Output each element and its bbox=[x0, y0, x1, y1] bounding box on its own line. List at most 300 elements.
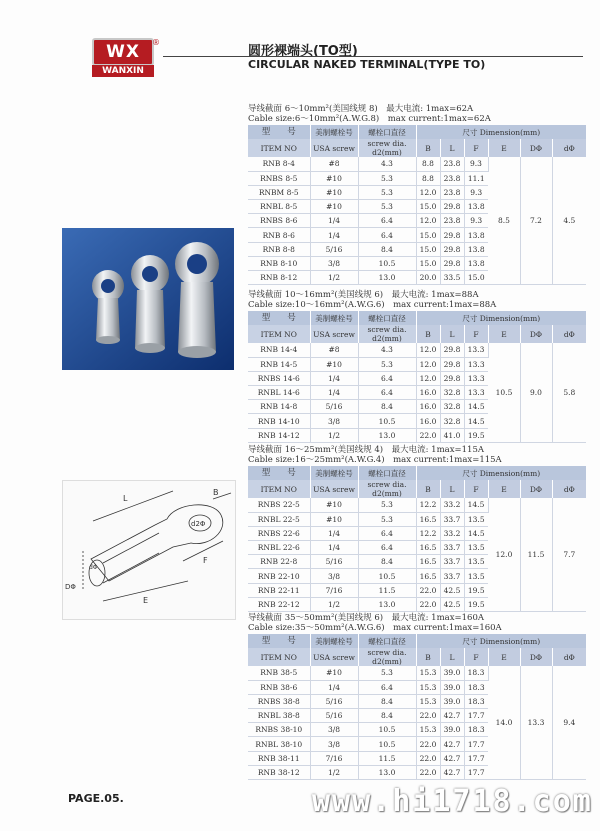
table-cell: 33.7 bbox=[440, 541, 464, 555]
header-e: E bbox=[488, 325, 520, 343]
header-f: F bbox=[464, 139, 488, 157]
merged-dphi-small: 7.7 bbox=[552, 498, 586, 612]
watermark: www.hi1718.com bbox=[312, 784, 593, 819]
table-cell: 18.3 bbox=[464, 694, 488, 708]
header-screw-cn: 美制螺栓号 bbox=[310, 466, 358, 480]
table-cell: 5.3 bbox=[358, 357, 416, 371]
header-l: L bbox=[440, 325, 464, 343]
table-cell: #10 bbox=[310, 171, 358, 185]
table-cell: 22.0 bbox=[416, 583, 440, 597]
table-cell: 18.3 bbox=[464, 666, 488, 680]
header-e: E bbox=[488, 648, 520, 666]
brand-logo bbox=[92, 38, 158, 78]
table-cell: 5/16 bbox=[310, 242, 358, 256]
table-cell: 42.5 bbox=[440, 583, 464, 597]
table-cell: 22.0 bbox=[416, 428, 440, 442]
table-cell: 33.5 bbox=[440, 271, 464, 285]
table-cell: 10.5 bbox=[358, 569, 416, 583]
header-dia-en1: screw dia. bbox=[367, 325, 407, 334]
merged-e: 8.5 bbox=[488, 157, 520, 285]
table-cell: 32.8 bbox=[440, 400, 464, 414]
table-cell: RNBS 38-10 bbox=[248, 723, 310, 737]
table-cell: 23.8 bbox=[440, 171, 464, 185]
table-cell: 3/8 bbox=[310, 569, 358, 583]
table-cell: 5/16 bbox=[310, 555, 358, 569]
header-dia-cn: 螺栓口直径 bbox=[358, 466, 416, 480]
merged-dphi: 11.5 bbox=[520, 498, 552, 612]
header-dphi: DΦ bbox=[520, 480, 552, 498]
table-cell: 15.0 bbox=[416, 256, 440, 270]
table-cell: 29.8 bbox=[440, 371, 464, 385]
table-cell: 10.5 bbox=[358, 737, 416, 751]
caption-en: Cable size:10～16mm²(A.W.G.6) max current:1max=88A bbox=[248, 300, 497, 310]
merged-dphi: 9.0 bbox=[520, 343, 552, 442]
header-screw-cn: 美制螺栓号 bbox=[310, 311, 358, 325]
header-dia-cn: 螺栓口直径 bbox=[358, 634, 416, 648]
table-cell: 15.0 bbox=[416, 228, 440, 242]
table-cell: 32.8 bbox=[440, 386, 464, 400]
table-cell: 7/16 bbox=[310, 583, 358, 597]
caption-en: Cable size:16～25mm²(A.W.G.4) max current:1max=115A bbox=[248, 455, 502, 465]
table-cell: 5/16 bbox=[310, 400, 358, 414]
table-cell: 13.0 bbox=[358, 597, 416, 611]
table-cell: 33.7 bbox=[440, 555, 464, 569]
table-cell: 5.3 bbox=[358, 200, 416, 214]
table-cell: 41.0 bbox=[440, 428, 464, 442]
header-screw-en: USA screw bbox=[310, 325, 358, 343]
table-cell: RNB 8-12 bbox=[248, 271, 310, 285]
table-cell: 1/4 bbox=[310, 371, 358, 385]
table-cell: 8.4 bbox=[358, 400, 416, 414]
table-cell: 22.0 bbox=[416, 751, 440, 765]
table-cell: 13.0 bbox=[358, 765, 416, 779]
table-cell: 19.5 bbox=[464, 597, 488, 611]
caption-cn: 导线截面 10～16mm²(美国线规 6) 最大电流: 1max=88A bbox=[248, 290, 479, 300]
header-l: L bbox=[440, 648, 464, 666]
table-cell: 29.8 bbox=[440, 343, 464, 357]
caption-cn: 导线截面 16～25mm²(美国线规 4) 最大电流: 1max=115A bbox=[248, 445, 484, 455]
table-cell: 1/4 bbox=[310, 386, 358, 400]
terminal-medium bbox=[131, 255, 169, 353]
table-cell: 15.3 bbox=[416, 723, 440, 737]
table-cell: 42.7 bbox=[440, 765, 464, 779]
header-b: B bbox=[416, 480, 440, 498]
table-cell: RNB 22-12 bbox=[248, 597, 310, 611]
table-cell: 13.8 bbox=[464, 200, 488, 214]
header-dphi-small: dΦ bbox=[552, 480, 586, 498]
table-cell: 14.5 bbox=[464, 498, 488, 512]
table-cell: RNBL 38-10 bbox=[248, 737, 310, 751]
table-cell: 5.3 bbox=[358, 171, 416, 185]
table-cell: 13.8 bbox=[464, 242, 488, 256]
table-cell: 18.3 bbox=[464, 723, 488, 737]
header-f: F bbox=[464, 480, 488, 498]
table-cell: 11.5 bbox=[358, 583, 416, 597]
header-dimension: 尺寸 Dimension(mm) bbox=[416, 634, 586, 648]
logo-name: WANXIN bbox=[92, 65, 154, 77]
caption-cn: 导线截面 35～50mm²(美国线规 6) 最大电流: 1max=160A bbox=[248, 613, 484, 623]
table-cell: 13.8 bbox=[464, 256, 488, 270]
header-type-en: ITEM NO bbox=[248, 480, 310, 498]
header-dphi-small: dΦ bbox=[552, 325, 586, 343]
table-cell: RNB 8-8 bbox=[248, 242, 310, 256]
table-cell: 6.4 bbox=[358, 680, 416, 694]
table-cell: 13.5 bbox=[464, 569, 488, 583]
table-cell: 6.4 bbox=[358, 386, 416, 400]
table-cell: 15.0 bbox=[416, 200, 440, 214]
table-cell: 16.0 bbox=[416, 386, 440, 400]
header-type-en: ITEM NO bbox=[248, 648, 310, 666]
header-type-cn: 型 号 bbox=[248, 634, 310, 648]
header-screw-en: USA screw bbox=[310, 139, 358, 157]
header-dia-en bbox=[358, 480, 416, 498]
table-cell: 13.5 bbox=[464, 512, 488, 526]
table-cell: RNBS 8-6 bbox=[248, 214, 310, 228]
header-type-cn: 型 号 bbox=[248, 311, 310, 325]
header-dia-en2: d2(mm) bbox=[372, 489, 402, 498]
table-cell: 14.5 bbox=[464, 414, 488, 428]
table-cell: 1/4 bbox=[310, 214, 358, 228]
header-screw-en: USA screw bbox=[310, 480, 358, 498]
page-title-cn: 圆形裸端头(TO型) bbox=[248, 44, 358, 59]
table-cell: 8.4 bbox=[358, 694, 416, 708]
table-row bbox=[248, 343, 586, 357]
page-title-en: CIRCULAR NAKED TERMINAL(TYPE TO) bbox=[248, 58, 486, 71]
table-cell: RNB 22-11 bbox=[248, 583, 310, 597]
table-cell: 1/4 bbox=[310, 541, 358, 555]
table-cell: RNBL 22-6 bbox=[248, 541, 310, 555]
table-cell: 12.0 bbox=[416, 371, 440, 385]
table-cell: RNBM 8-5 bbox=[248, 185, 310, 199]
table-cell: 16.5 bbox=[416, 569, 440, 583]
table-cell: 12.2 bbox=[416, 498, 440, 512]
merged-e: 10.5 bbox=[488, 343, 520, 442]
table-cell: 11.5 bbox=[358, 751, 416, 765]
table-cell: 13.8 bbox=[464, 228, 488, 242]
table-cell: 10.5 bbox=[358, 414, 416, 428]
table-cell: RNBS 38-8 bbox=[248, 694, 310, 708]
table-cell: 16.5 bbox=[416, 555, 440, 569]
header-e: E bbox=[488, 480, 520, 498]
table-cell: 14.5 bbox=[464, 400, 488, 414]
table-cell: 5.3 bbox=[358, 666, 416, 680]
spec-table bbox=[248, 125, 586, 285]
table-cell: 42.7 bbox=[440, 709, 464, 723]
table-cell: 22.0 bbox=[416, 597, 440, 611]
table-cell: RNB 38-6 bbox=[248, 680, 310, 694]
spec-table bbox=[248, 311, 586, 443]
header-dia-en1: screw dia. bbox=[367, 648, 407, 657]
diagram-label-dphi-small: dΦ bbox=[89, 564, 98, 571]
diagram-label-f: F bbox=[203, 556, 208, 565]
table-cell: 39.0 bbox=[440, 666, 464, 680]
table-cell: RNB 8-4 bbox=[248, 157, 310, 171]
table-cell: RNBL 8-5 bbox=[248, 200, 310, 214]
table-cell: 13.0 bbox=[358, 271, 416, 285]
table-cell: 6.4 bbox=[358, 541, 416, 555]
table-cell: 1/4 bbox=[310, 526, 358, 540]
table-cell: 8.4 bbox=[358, 555, 416, 569]
spec-table bbox=[248, 466, 586, 612]
header-f: F bbox=[464, 325, 488, 343]
section-caption bbox=[248, 613, 502, 633]
table-row bbox=[248, 157, 586, 171]
table-cell: 1/2 bbox=[310, 271, 358, 285]
table-cell: 13.0 bbox=[358, 428, 416, 442]
table-cell: RNB 14-10 bbox=[248, 414, 310, 428]
table-cell: 17.7 bbox=[464, 751, 488, 765]
header-dphi: DΦ bbox=[520, 648, 552, 666]
table-cell: RNBL 38-8 bbox=[248, 709, 310, 723]
table-cell: RNBL 14-6 bbox=[248, 386, 310, 400]
header-type-cn: 型 号 bbox=[248, 466, 310, 480]
merged-dphi-small: 4.5 bbox=[552, 157, 586, 285]
table-cell: 33.7 bbox=[440, 569, 464, 583]
table-cell: 1/2 bbox=[310, 597, 358, 611]
header-dia-en2: d2(mm) bbox=[372, 334, 402, 343]
table-cell: 4.3 bbox=[358, 157, 416, 171]
table-cell: 16.5 bbox=[416, 512, 440, 526]
table-cell: RNB 8-10 bbox=[248, 256, 310, 270]
table-cell: 29.8 bbox=[440, 228, 464, 242]
table-cell: 23.8 bbox=[440, 157, 464, 171]
table-cell: 15.3 bbox=[416, 694, 440, 708]
table-cell: #10 bbox=[310, 200, 358, 214]
table-cell: RNBL 22-5 bbox=[248, 512, 310, 526]
table-cell: 42.5 bbox=[440, 597, 464, 611]
table-cell: 13.5 bbox=[464, 541, 488, 555]
table-row bbox=[248, 498, 586, 512]
header-b: B bbox=[416, 139, 440, 157]
table-cell: 23.8 bbox=[440, 185, 464, 199]
merged-e: 14.0 bbox=[488, 666, 520, 780]
logo-mark: WX bbox=[92, 38, 154, 66]
header-dia-en bbox=[358, 648, 416, 666]
caption-cn: 导线截面 6～10mm²(美国线规 8) 最大电流: 1max=62A bbox=[248, 104, 474, 114]
table-cell: 16.0 bbox=[416, 400, 440, 414]
header-l: L bbox=[440, 139, 464, 157]
diagram-label-dphi: DΦ bbox=[65, 583, 76, 591]
table-cell: 12.0 bbox=[416, 185, 440, 199]
table-cell: 42.7 bbox=[440, 751, 464, 765]
table-cell: 8.8 bbox=[416, 171, 440, 185]
header-b: B bbox=[416, 648, 440, 666]
table-cell: RNB 22-8 bbox=[248, 555, 310, 569]
header-dimension: 尺寸 Dimension(mm) bbox=[416, 466, 586, 480]
header-b: B bbox=[416, 325, 440, 343]
header-dimension: 尺寸 Dimension(mm) bbox=[416, 125, 586, 139]
diagram-label-d2: d2Φ bbox=[191, 520, 206, 528]
header-dia-en bbox=[358, 139, 416, 157]
table-cell: RNB 8-6 bbox=[248, 228, 310, 242]
table-cell: 16.5 bbox=[416, 541, 440, 555]
header-screw-en: USA screw bbox=[310, 648, 358, 666]
table-cell: 5.3 bbox=[358, 185, 416, 199]
table-cell: 3/8 bbox=[310, 737, 358, 751]
table-cell: 13.3 bbox=[464, 371, 488, 385]
table-cell: RNB 38-11 bbox=[248, 751, 310, 765]
table-cell: 12.2 bbox=[416, 526, 440, 540]
table-cell: RNBS 22-5 bbox=[248, 498, 310, 512]
table-cell: 13.3 bbox=[464, 386, 488, 400]
header-l: L bbox=[440, 480, 464, 498]
table-cell: 39.0 bbox=[440, 680, 464, 694]
table-cell: 12.0 bbox=[416, 357, 440, 371]
table-cell: 29.8 bbox=[440, 357, 464, 371]
table-cell: 5/16 bbox=[310, 694, 358, 708]
table-cell: 6.4 bbox=[358, 371, 416, 385]
table-cell: 8.4 bbox=[358, 242, 416, 256]
table-cell: RNBS 22-6 bbox=[248, 526, 310, 540]
table-cell: #10 bbox=[310, 512, 358, 526]
merged-e: 12.0 bbox=[488, 498, 520, 612]
caption-en: Cable size:35～50mm²(A.W.G.6) max current:1max=160A bbox=[248, 623, 502, 633]
table-cell: 16.0 bbox=[416, 414, 440, 428]
table-cell: 22.0 bbox=[416, 709, 440, 723]
table-cell: 8.4 bbox=[358, 709, 416, 723]
caption-en: Cable size:6～10mm²(A.W.G.8) max current:1max=62A bbox=[248, 114, 491, 124]
table-cell: 29.8 bbox=[440, 200, 464, 214]
table-cell: #10 bbox=[310, 666, 358, 680]
table-cell: 3/8 bbox=[310, 256, 358, 270]
table-cell: RNBS 14-6 bbox=[248, 371, 310, 385]
header-dia-cn: 螺栓口直径 bbox=[358, 311, 416, 325]
table-cell: #8 bbox=[310, 343, 358, 357]
merged-dphi: 13.3 bbox=[520, 666, 552, 780]
table-cell: 10.5 bbox=[358, 723, 416, 737]
table-cell: 5.3 bbox=[358, 512, 416, 526]
header-dia-en2: d2(mm) bbox=[372, 148, 402, 157]
header-dia-en1: screw dia. bbox=[367, 139, 407, 148]
table-cell: 15.3 bbox=[416, 666, 440, 680]
header-dphi: DΦ bbox=[520, 325, 552, 343]
header-dia-en2: d2(mm) bbox=[372, 657, 402, 666]
diagram-label-e: E bbox=[143, 596, 149, 605]
table-cell: 8.8 bbox=[416, 157, 440, 171]
header-dphi: DΦ bbox=[520, 139, 552, 157]
table-cell: 12.0 bbox=[416, 343, 440, 357]
title-divider bbox=[163, 56, 583, 57]
logo-registered: ® bbox=[152, 38, 160, 47]
table-cell: 17.7 bbox=[464, 737, 488, 751]
table-cell: RNB 22-10 bbox=[248, 569, 310, 583]
diagram-label-l: L bbox=[123, 494, 128, 503]
header-screw-cn: 美制螺栓号 bbox=[310, 125, 358, 139]
spec-table bbox=[248, 634, 586, 780]
header-type-cn: 型 号 bbox=[248, 125, 310, 139]
table-cell: 1/4 bbox=[310, 228, 358, 242]
header-type-en: ITEM NO bbox=[248, 139, 310, 157]
table-cell: RNB 38-12 bbox=[248, 765, 310, 779]
table-cell: 6.4 bbox=[358, 228, 416, 242]
page-number: PAGE.05. bbox=[68, 792, 124, 805]
table-cell: 29.8 bbox=[440, 256, 464, 270]
table-cell: 23.8 bbox=[440, 214, 464, 228]
table-cell: 15.0 bbox=[464, 271, 488, 285]
diagram-label-b: B bbox=[213, 488, 219, 497]
table-cell: 32.8 bbox=[440, 414, 464, 428]
table-cell: 4.3 bbox=[358, 343, 416, 357]
table-cell: 19.5 bbox=[464, 583, 488, 597]
table-cell: 29.8 bbox=[440, 242, 464, 256]
header-f: F bbox=[464, 648, 488, 666]
header-screw-cn: 美制螺栓号 bbox=[310, 634, 358, 648]
table-cell: 22.0 bbox=[416, 765, 440, 779]
table-cell: 14.5 bbox=[464, 526, 488, 540]
table-cell: 19.5 bbox=[464, 428, 488, 442]
table-cell: 17.7 bbox=[464, 709, 488, 723]
table-cell: RNB 38-5 bbox=[248, 666, 310, 680]
table-cell: RNB 14-8 bbox=[248, 400, 310, 414]
section-caption bbox=[248, 290, 496, 310]
table-cell: 9.3 bbox=[464, 185, 488, 199]
table-cell: 33.7 bbox=[440, 512, 464, 526]
header-dia-en1: screw dia. bbox=[367, 480, 407, 489]
merged-dphi-small: 5.8 bbox=[552, 343, 586, 442]
table-cell: 33.2 bbox=[440, 526, 464, 540]
section-caption bbox=[248, 104, 491, 124]
section-caption bbox=[248, 445, 502, 465]
table-cell: 33.2 bbox=[440, 498, 464, 512]
table-cell: #8 bbox=[310, 157, 358, 171]
table-cell: 1/2 bbox=[310, 765, 358, 779]
header-e: E bbox=[488, 139, 520, 157]
table-cell: 15.0 bbox=[416, 242, 440, 256]
table-cell: 5/16 bbox=[310, 709, 358, 723]
table-cell: 7/16 bbox=[310, 751, 358, 765]
table-cell: 1/2 bbox=[310, 428, 358, 442]
table-cell: 12.0 bbox=[416, 214, 440, 228]
header-dphi-small: dΦ bbox=[552, 648, 586, 666]
table-cell: 17.7 bbox=[464, 765, 488, 779]
table-cell: RNB 14-5 bbox=[248, 357, 310, 371]
header-dia-en bbox=[358, 325, 416, 343]
table-cell: 10.5 bbox=[358, 256, 416, 270]
table-cell: 39.0 bbox=[440, 723, 464, 737]
table-cell: 18.3 bbox=[464, 680, 488, 694]
header-type-en: ITEM NO bbox=[248, 325, 310, 343]
table-cell: 39.0 bbox=[440, 694, 464, 708]
table-cell: 13.5 bbox=[464, 555, 488, 569]
table-cell: 5.3 bbox=[358, 498, 416, 512]
table-cell: RNB 14-4 bbox=[248, 343, 310, 357]
table-cell: 6.4 bbox=[358, 214, 416, 228]
header-dphi-small: dΦ bbox=[552, 139, 586, 157]
table-cell: 6.4 bbox=[358, 526, 416, 540]
merged-dphi-small: 9.4 bbox=[552, 666, 586, 780]
merged-dphi: 7.2 bbox=[520, 157, 552, 285]
table-cell: 3/8 bbox=[310, 723, 358, 737]
table-cell: 9.3 bbox=[464, 214, 488, 228]
table-cell: #10 bbox=[310, 185, 358, 199]
table-cell: 15.3 bbox=[416, 680, 440, 694]
header-dimension: 尺寸 Dimension(mm) bbox=[416, 311, 586, 325]
table-cell: 42.7 bbox=[440, 737, 464, 751]
table-cell: RNBS 8-5 bbox=[248, 171, 310, 185]
table-cell: #10 bbox=[310, 357, 358, 371]
table-cell: 13.3 bbox=[464, 343, 488, 357]
table-cell: 13.3 bbox=[464, 357, 488, 371]
table-cell: 22.0 bbox=[416, 737, 440, 751]
table-cell: 11.1 bbox=[464, 171, 488, 185]
table-cell: #10 bbox=[310, 498, 358, 512]
table-cell: 20.0 bbox=[416, 271, 440, 285]
table-cell: 3/8 bbox=[310, 414, 358, 428]
table-cell: 9.3 bbox=[464, 157, 488, 171]
table-row bbox=[248, 666, 586, 680]
header-dia-cn: 螺栓口直径 bbox=[358, 125, 416, 139]
terminal-large bbox=[175, 242, 219, 358]
